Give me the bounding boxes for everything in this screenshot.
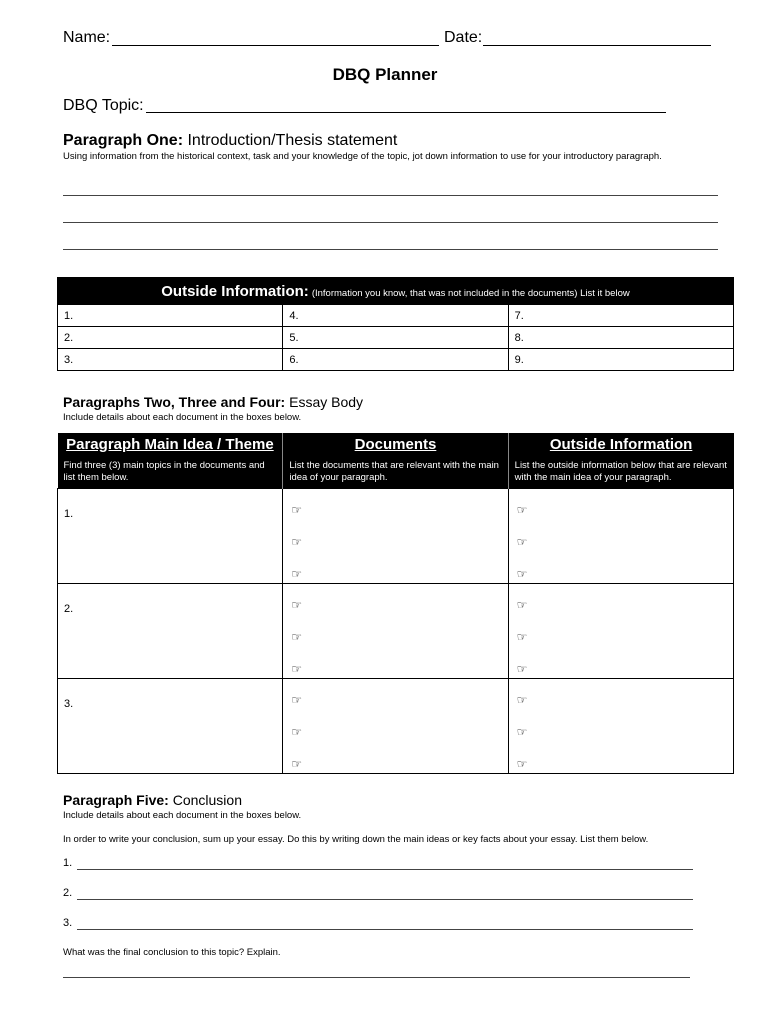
- pointing-hand-icon: ☞: [291, 630, 303, 644]
- pointing-hand-icon: ☞: [516, 535, 528, 549]
- intro-line-1[interactable]: [63, 195, 718, 196]
- paragraph-one-heading: [63, 132, 397, 150]
- column-header-documents: Documents: [283, 433, 508, 455]
- conclusion-line-3[interactable]: [77, 929, 693, 930]
- pointing-hand-icon: ☞: [516, 757, 528, 771]
- conclusion-item-number: 1.: [63, 857, 73, 869]
- final-question: What was the final conclusion to this topic? Explain.: [63, 947, 281, 958]
- outside-info-note: (Information you know, that was not included in the documents) List it below: [311, 287, 630, 299]
- pointing-hand-icon: ☞: [291, 725, 303, 739]
- topic-field[interactable]: [146, 112, 666, 113]
- pointing-hand-icon: ☞: [516, 503, 528, 517]
- pointing-hand-icon: ☞: [516, 662, 528, 676]
- outside-info-table: [57, 277, 734, 371]
- row-number: 2.: [64, 603, 74, 615]
- paragraph-five-instructions: Include details about each document in the boxes below.: [63, 810, 302, 821]
- topic-label: DBQ Topic:: [63, 97, 144, 114]
- body-heading: [63, 394, 363, 410]
- column-header-main-idea: Paragraph Main Idea / Theme: [58, 433, 283, 455]
- outside-info-cell-3[interactable]: [508, 679, 733, 774]
- name-label: Name:: [63, 29, 111, 46]
- body-heading-bold: Paragraphs Two, Three and Four:: [63, 394, 286, 410]
- column-header-outside-info: Outside Information: [508, 433, 733, 455]
- documents-cell-1[interactable]: [283, 489, 508, 584]
- pointing-hand-icon: ☞: [516, 567, 528, 581]
- conclusion-line-2[interactable]: [77, 899, 693, 900]
- pointing-hand-icon: ☞: [291, 567, 303, 581]
- conclusion-item-number: 3.: [63, 917, 73, 929]
- paragraph-one-heading-rest: Introduction/Thesis statement: [187, 132, 398, 149]
- body-heading-rest: Essay Body: [289, 394, 364, 410]
- pointing-hand-icon: ☞: [291, 598, 303, 612]
- pointing-hand-icon: ☞: [516, 630, 528, 644]
- outside-cell[interactable]: 2.: [58, 327, 283, 349]
- outside-info-header: [58, 278, 734, 305]
- date-label: Date:: [444, 29, 483, 46]
- row-number: 1.: [64, 508, 74, 520]
- final-answer-line[interactable]: [63, 977, 690, 978]
- name-field[interactable]: [112, 45, 439, 46]
- essay-body-table: [57, 433, 734, 774]
- paragraph-five-heading-rest: Conclusion: [172, 792, 242, 808]
- documents-cell-3[interactable]: [283, 679, 508, 774]
- outside-cell[interactable]: 5.: [283, 327, 508, 349]
- body-instructions: Include details about each document in the boxes below.: [63, 412, 302, 423]
- main-idea-cell-2[interactable]: [58, 584, 283, 679]
- outside-cell[interactable]: 4.: [283, 305, 508, 327]
- paragraph-five-heading: [63, 792, 242, 808]
- paragraph-one-heading-bold: Paragraph One:: [63, 132, 184, 149]
- pointing-hand-icon: ☞: [291, 693, 303, 707]
- page-title: DBQ Planner: [332, 65, 438, 84]
- outside-info-cell-2[interactable]: [508, 584, 733, 679]
- intro-line-3[interactable]: [63, 249, 718, 250]
- documents-cell-2[interactable]: [283, 584, 508, 679]
- pointing-hand-icon: ☞: [291, 662, 303, 676]
- outside-cell[interactable]: 7.: [508, 305, 733, 327]
- outside-info-cell-1[interactable]: [508, 489, 733, 584]
- main-idea-cell-3[interactable]: [58, 679, 283, 774]
- pointing-hand-icon: ☞: [291, 535, 303, 549]
- intro-line-2[interactable]: [63, 222, 718, 223]
- conclusion-prompt: In order to write your conclusion, sum up your essay. Do this by writing down the main ideas or key facts about your essay. List them below.: [63, 834, 649, 845]
- column-desc-main-idea: Find three (3) main topics in the documents and list them below.: [58, 455, 283, 489]
- outside-cell[interactable]: 3.: [58, 349, 283, 371]
- conclusion-line-1[interactable]: [77, 869, 693, 870]
- main-idea-cell-1[interactable]: [58, 489, 283, 584]
- outside-info-title: Outside Information:: [161, 282, 309, 300]
- outside-cell[interactable]: 1.: [58, 305, 283, 327]
- outside-cell[interactable]: 8.: [508, 327, 733, 349]
- column-desc-documents: List the documents that are relevant with the main idea of your paragraph.: [283, 455, 508, 489]
- pointing-hand-icon: ☞: [291, 503, 303, 517]
- date-field[interactable]: [483, 45, 711, 46]
- conclusion-item-number: 2.: [63, 887, 73, 899]
- row-number: 3.: [64, 698, 74, 710]
- paragraph-one-instructions: Using information from the historical context, task and your knowledge of the topic, jot down information to use for your introductory paragraph.: [63, 151, 662, 162]
- column-desc-outside-info: List the outside information below that are relevant with the main idea of your paragraph.: [508, 455, 733, 489]
- paragraph-five-heading-bold: Paragraph Five:: [63, 792, 169, 808]
- pointing-hand-icon: ☞: [516, 598, 528, 612]
- pointing-hand-icon: ☞: [291, 757, 303, 771]
- pointing-hand-icon: ☞: [516, 693, 528, 707]
- pointing-hand-icon: ☞: [516, 725, 528, 739]
- outside-cell[interactable]: 9.: [508, 349, 733, 371]
- outside-cell[interactable]: 6.: [283, 349, 508, 371]
